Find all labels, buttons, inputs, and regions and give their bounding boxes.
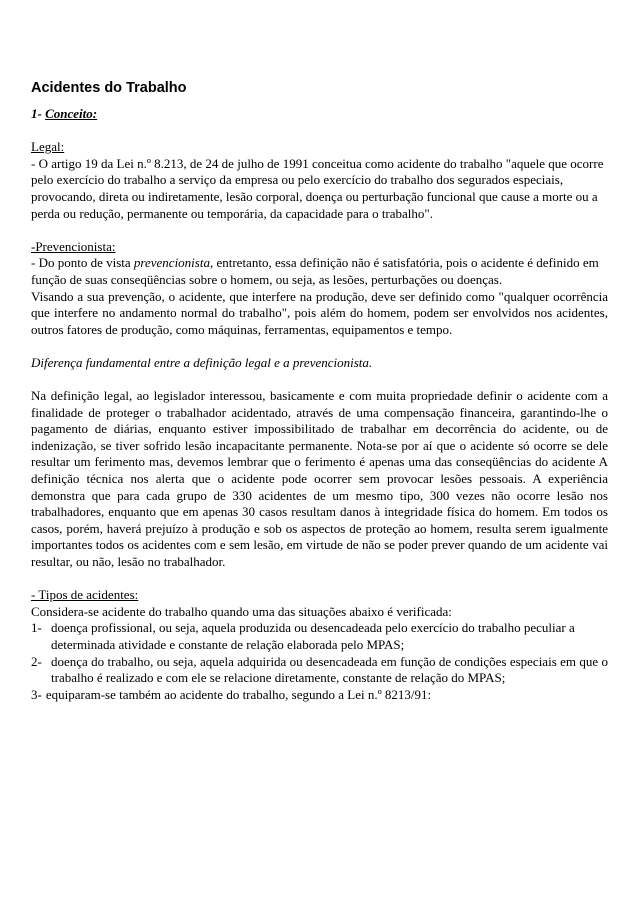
list-item-text: doença do trabalho, ou seja, aquela adquirida ou desencadeada em função de condições especiais em que o trabalho é realizado e com ele se relacione diretamente, constante de relação do MPAS; [51,653,608,686]
prevencionista-block [31,239,608,339]
diferenca-heading: Diferença fundamental entre a definição legal e a prevencionista. [31,354,373,370]
definicao-block [31,388,608,571]
definicao-text: Na definição legal, ao legislador interessou, basicamente e com muita propriedade definir o acidente com a finalidade de proteger o trabalhador acidentado, através de uma compensação financeira, garantindo-lhe o pagamento de diárias, enquanto estiver impossibilitado de trabalhar em decorrência do acidente, ou de indenização, se tiver sofrido lesão incapacitante permanente. Nota-se por aí que o acidente só ocorre se dele resultar um ferimento mas, devemos lembrar que o ferimento é apenas uma das conseqüências do acidente A definição técnica nos alerta que o acidente pode ocorrer sem provocar lesões pessoais. A experiência demonstra que para cada grupo de 330 acidentes de um mesmo tipo, 300 vezes não ocorre lesão nos trabalhadores, enquanto que em apenas 30 casos resultam danos à integridade física do homem. Em todos os casos, porém, haverá prejuízo à produção e sob os aspectos de proteção ao homem, resulta serem igualmente importantes todos os acidentes com e sem lesão, em virtude de não se poder prever quando de um acidente vai resultar, ou não, lesão no trabalhador. [31,388,608,570]
list-item [31,654,608,687]
prevencionista-label: -Prevencionista: [31,238,116,254]
legal-definition-block [31,139,608,222]
document-page [31,79,608,720]
tipos-block [31,587,608,703]
legal-text: - O artigo 19 da Lei n.º 8.213, de 24 de julho de 1991 conceitua como acidente do trabalho "aquele que ocorre pelo exercício do trabalho a serviço da empresa ou pelo exercício do trabalho dos segurados especiais, provocando, direta ou indiretamente, lesão corporal, doença ou perturbação funcional que cause a morte ou a perda ou redução, permanente ou temporária, da capacidade para o trabalho". [31,155,604,221]
list-item [31,620,608,653]
tipos-intro: Considera-se acidente do trabalho quando uma das situações abaixo é verificada: [31,603,452,619]
prevencionista-paragraph-2: Visando a sua prevenção, o acidente, que interfere na produção, deve ser definido como "qualquer ocorrência que interfere no andamento normal do trabalho", pois além do homem, podem ser envolvidos nos acidentes, outros fatores de produção, como máquinas, ferramentas, equipamentos e tempo. [31,288,608,337]
prevencionista-p1-before: - Do ponto de vista [31,255,134,271]
legal-label: Legal: [31,139,65,155]
list-item-number: 2- [31,653,42,669]
list-item-text: doença profissional, ou seja, aquela produzida ou desencadeada pelo exercício do trabalho peculiar a determinada atividade e constante de relação elaborada pelo MPAS; [51,620,575,652]
prevencionista-p1-after: , entretanto, essa definição não é satisfatória, pois o acidente é definido em função de suas conseqüências sobre o homem, ou seja, as lesões, perturbações ou doenças. [31,255,599,287]
list-item-number: 3- [31,686,42,702]
prevencionista-p1-italic: prevencionista [133,255,210,271]
tipos-label: - Tipos de acidentes: [31,587,139,603]
document-title: Acidentes do Trabalho [31,80,187,96]
prevencionista-paragraph-1 [31,255,608,288]
section-number: 1- [31,106,42,121]
list-item-text: equiparam-se também ao acidente do trabalho, segundo a Lei n.º 8213/91: [45,686,432,702]
list-item [31,687,608,704]
list-item-number: 1- [31,620,42,636]
section-title: Conceito: [45,106,98,121]
diferenca-block [31,355,608,372]
section-heading-conceito [31,106,608,123]
